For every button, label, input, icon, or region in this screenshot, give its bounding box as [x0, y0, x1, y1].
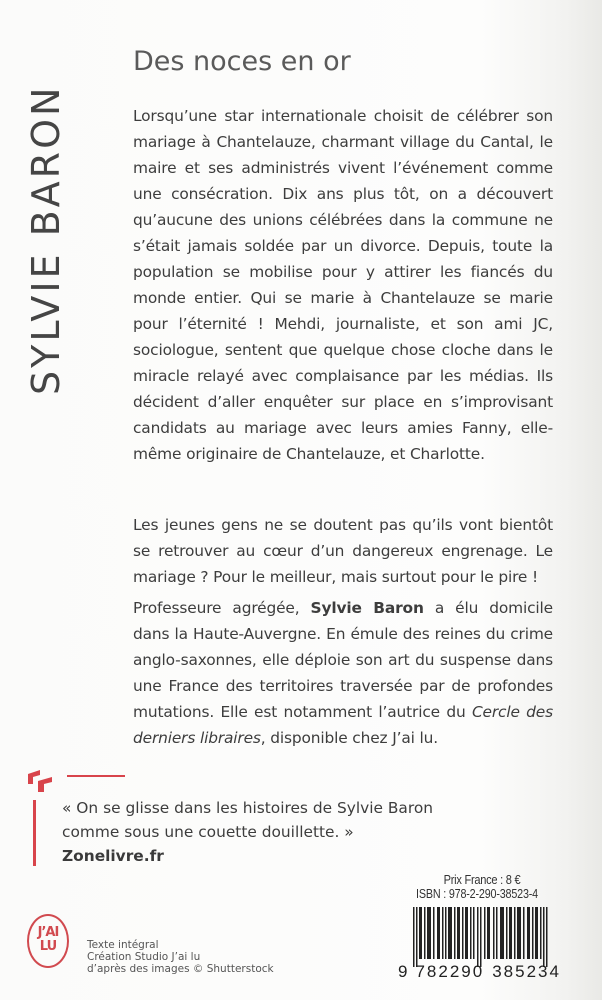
- price-label: Prix France : 8 €: [443, 872, 521, 887]
- synopsis-paragraph-2: [133, 512, 553, 590]
- barcode-icon: [413, 907, 548, 967]
- press-quote: [62, 796, 532, 868]
- isbn-label: ISBN : 978-2-290-38523-4: [416, 887, 538, 901]
- logo-line-1: J’AI: [37, 925, 59, 940]
- bio-suffix: , disponible chez J’ai lu.: [260, 729, 438, 747]
- logo-line-2: LU: [39, 939, 57, 954]
- author-bio-text: [133, 595, 553, 751]
- barcode-digits: [398, 962, 561, 982]
- publisher-logo: [27, 914, 69, 968]
- barcode-digits-group-2: 385234: [492, 962, 561, 981]
- bio-prefix: Professeure agrégée,: [133, 599, 311, 617]
- quote-side-bar: [33, 800, 36, 866]
- publisher-credits: [87, 939, 274, 975]
- credit-line-1: Texte intégral: [87, 939, 159, 951]
- synopsis-text-1: Lorsqu’une star internationale choisit de célébrer son mariage à Chantelauze, charmant village du Cantal, le maire et ses administrés vivent l’événement comme une consécration. Dix ans plus tôt, on a découvert qu’aucune des unions célébrées dans la commune ne s’était jamais soldée par un divorce. Depuis, toute la population se mobilise pour y attirer les fiancés du monde entier. Qui se marie à Chantelauze se marie pour l’éternité ! Mehdi, journaliste, et son ami JC, sociologue, sentent que quelque chose cloche dans le miracle relayé avec complaisance par les médias. Ils décident d’aller enquêter sur place en s’improvisant candidats au mariage avec leurs amies Fanny, elle-même originaire de Chantelauze, et Charlotte.: [133, 107, 553, 463]
- bio-body: a élu domicile dans la Haute-Auvergne. En émule des reines du crime anglo-saxonnes, elle déploie son art du suspense dans une France des territoires traversée par de profondes mutations. Elle est notamment l’autrice du: [133, 599, 553, 721]
- quote-divider: [67, 775, 125, 777]
- bio-author-name: Sylvie Baron: [310, 599, 424, 617]
- credit-line-3: d’après des images © Shutterstock: [87, 963, 274, 975]
- barcode-digits-group-1: 782290: [415, 962, 485, 981]
- book-title: Des noces en or: [133, 46, 351, 77]
- barcode-lead-digit: 9: [398, 962, 410, 981]
- synopsis-paragraph-1: [133, 103, 553, 467]
- synopsis-text-2: Les jeunes gens ne se doutent pas qu’ils vont bientôt se retrouver au cœur d’un dangereux engrenage. Le mariage ? Pour le meilleur, mais surtout pour le pire !: [133, 516, 553, 586]
- price-isbn-block: [412, 872, 552, 902]
- author-name-vertical: SYLVIE BARON: [24, 84, 68, 395]
- bio-book-title: Cercle des derniers libraires: [133, 703, 553, 747]
- author-bio: [133, 595, 553, 751]
- press-quote-source: Zonelivre.fr: [62, 847, 164, 865]
- press-quote-text: « On se glisse dans les histoires de Sylvie Baron comme sous une couette douillette. »: [62, 799, 434, 841]
- credit-line-2: Création Studio J’ai lu: [87, 951, 201, 963]
- quote-mark-icon: [28, 770, 54, 792]
